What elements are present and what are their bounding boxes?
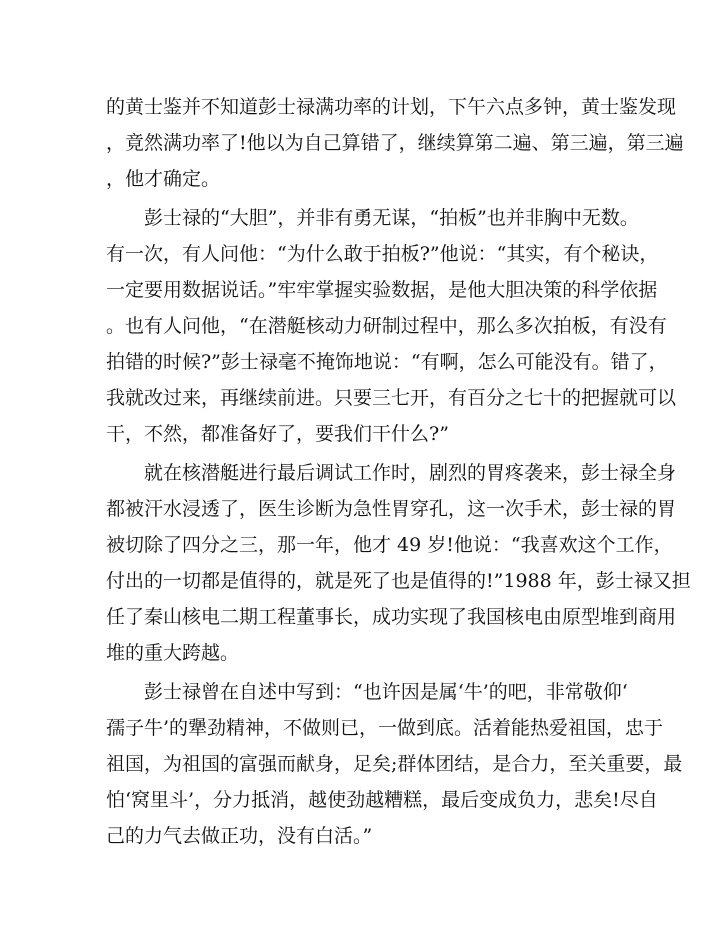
text-line: ，竟然满功率了!他以为自己算错了，继续算第二遍、第三遍，第三遍 <box>106 132 684 154</box>
body-text <box>106 89 691 854</box>
text-line: 付出的一切都是值得的，就是死了也是值得的!”1988 年，彭士禄又担 <box>106 570 691 592</box>
paragraph-start-line: 彭士禄的“大胆”，并非有勇无谋，“拍板”也并非胸中无数。 <box>106 207 639 229</box>
text-line: 一定要用数据说话。”牢牢掌握实验数据，是他大胆决策的科学依据 <box>106 279 658 301</box>
text-line: 任了秦山核电二期工程董事长，成功实现了我国核电由原型堆到商用 <box>106 606 677 628</box>
text-line: 孺子牛’的犟劲精神，不做则已，一做到底。活着能热爱祖国，忠于 <box>106 717 664 739</box>
text-line: 拍错的时候?”彭士禄毫不掩饰地说：“有啊，怎么可能没有。错了， <box>106 351 668 373</box>
text-line: 被切除了四分之三，那一年，他才 49 岁!他说：“我喜欢这个工作， <box>106 534 673 556</box>
paragraph-start-line: 彭士禄曾在自述中写到：“也许因是属‘牛’的吧，非常敬仰‘ <box>106 681 628 703</box>
text-line: 有一次，有人问他：“为什么敢于拍板?”他说：“其实，有个秘诀， <box>106 243 659 265</box>
text-line: 。也有人问他，“在潜艇核动力研制过程中，那么多次拍板，有没有 <box>106 315 667 337</box>
text-line: 己的力气去做正功，没有白活。” <box>106 825 373 847</box>
paragraph-start-line: 就在核潜艇进行最后调试工作时，剧烈的胃疼袭来，彭士禄全身 <box>106 462 677 484</box>
text-line: 堆的重大跨越。 <box>106 642 240 664</box>
text-line: 都被汗水浸透了，医生诊断为急性胃穿孔，这一次手术，彭士禄的胃 <box>106 498 677 520</box>
text-line: 的黄士鉴并不知道彭士禄满功率的计划，下午六点多钟，黄士鉴发现 <box>106 96 677 118</box>
text-line: 我就改过来，再继续前进。只要三七开，有百分之七十的把握就可以 <box>106 387 677 409</box>
text-line: 怕‘窝里斗’，分力抵消，越使劲越糟糕，最后变成负力，悲矣!尽自 <box>106 789 658 811</box>
text-line: 祖国，为祖国的富强而献身，足矣;群体团结，是合力，至关重要，最 <box>106 753 683 775</box>
text-line: 干，不然，都准备好了，要我们干什么?” <box>106 423 449 445</box>
text-line: ，他才确定。 <box>106 168 221 190</box>
